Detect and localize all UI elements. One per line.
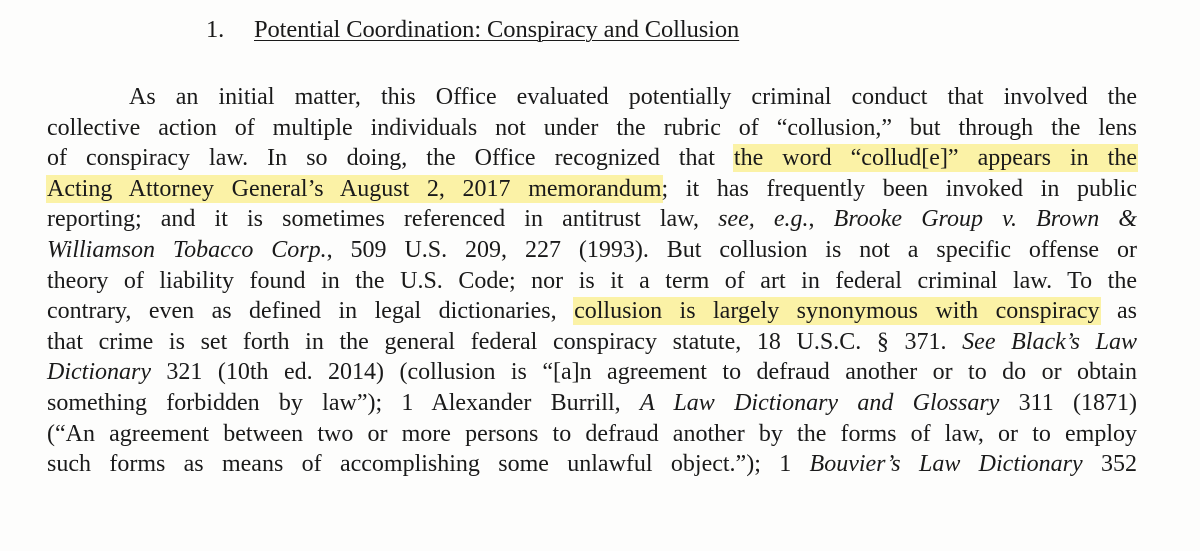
paragraph-line: [47, 204, 1137, 235]
text-run: such forms as means of accomplishing some unlawful object.”); 1: [47, 451, 810, 478]
citation-title: Dictionary: [47, 359, 151, 386]
paragraph-line: [47, 419, 1137, 450]
paragraph-line: [47, 82, 1137, 113]
text-run: reporting; and it is sometimes referenced in antitrust law,: [47, 206, 719, 233]
text-run: something forbidden by law”); 1 Alexander Burrill,: [47, 389, 640, 416]
text-run: of conspiracy law. In so doing, the Office recognized that: [47, 145, 734, 172]
section-title: Potential Coordination: Conspiracy and Collusion: [254, 16, 740, 43]
body-paragraph: [47, 82, 1137, 480]
text-run: theory of liability found in the U.S. Code; nor is it a term of art in federal criminal law. To the: [47, 267, 1137, 294]
paragraph-line: [47, 296, 1137, 327]
text-run: as: [1099, 298, 1137, 325]
paragraph-line: [47, 388, 1137, 419]
citation-title: See Black’s Law: [962, 328, 1137, 355]
paragraph-line: [47, 327, 1137, 358]
italic-signal: see, e.g.: [718, 206, 809, 233]
section-heading: [206, 16, 739, 44]
text-run: ; it has frequently been invoked in public: [661, 175, 1137, 202]
case-name: Williamson Tobacco Corp.: [47, 236, 327, 263]
highlighted-text: Acting Attorney General’s August 2, 2017 memorandum: [47, 175, 662, 202]
text-run: 311 (1871): [999, 389, 1138, 416]
citation-title: A Law Dictionary and Glossary: [639, 389, 1000, 416]
text-run: 352: [1082, 451, 1138, 478]
paragraph-line: [47, 357, 1137, 388]
text-run: contrary, even as defined in legal dictionaries,: [47, 298, 575, 325]
paragraph-line: [47, 174, 1137, 205]
text-run: , 509 U.S. 209, 227 (1993). But collusion is not a specific offense or: [326, 236, 1137, 263]
case-name: Brooke Group v. Brown &: [833, 206, 1138, 233]
paragraph-line: [47, 266, 1137, 297]
text-run: As an initial matter, this Office evaluated potentially criminal conduct that involved the: [129, 84, 1137, 110]
paragraph-line: [47, 113, 1137, 144]
highlighted-text: the word “collud[e]” appears in the: [733, 145, 1137, 172]
paragraph-line: [47, 449, 1137, 480]
text-run: (“An agreement between two or more persons to defraud another by the forms of law, or to employ: [47, 420, 1137, 447]
text-run: that crime is set forth in the general federal conspiracy statute, 18 U.S.C. § 371.: [47, 328, 963, 355]
section-number: 1.: [206, 16, 225, 43]
highlighted-text: collusion is largely synonymous with conspiracy: [574, 298, 1100, 325]
paragraph-line: [47, 235, 1137, 266]
paragraph-line: [47, 143, 1137, 174]
text-run: ,: [808, 206, 834, 233]
text-run: collective action of multiple individuals not under the rubric of “collusion,” but through the lens: [47, 114, 1137, 141]
text-run: 321 (10th ed. 2014) (collusion is “[a]n agreement to defraud another or to do or obtain: [150, 359, 1137, 386]
citation-title: Bouvier’s Law Dictionary: [809, 451, 1083, 478]
